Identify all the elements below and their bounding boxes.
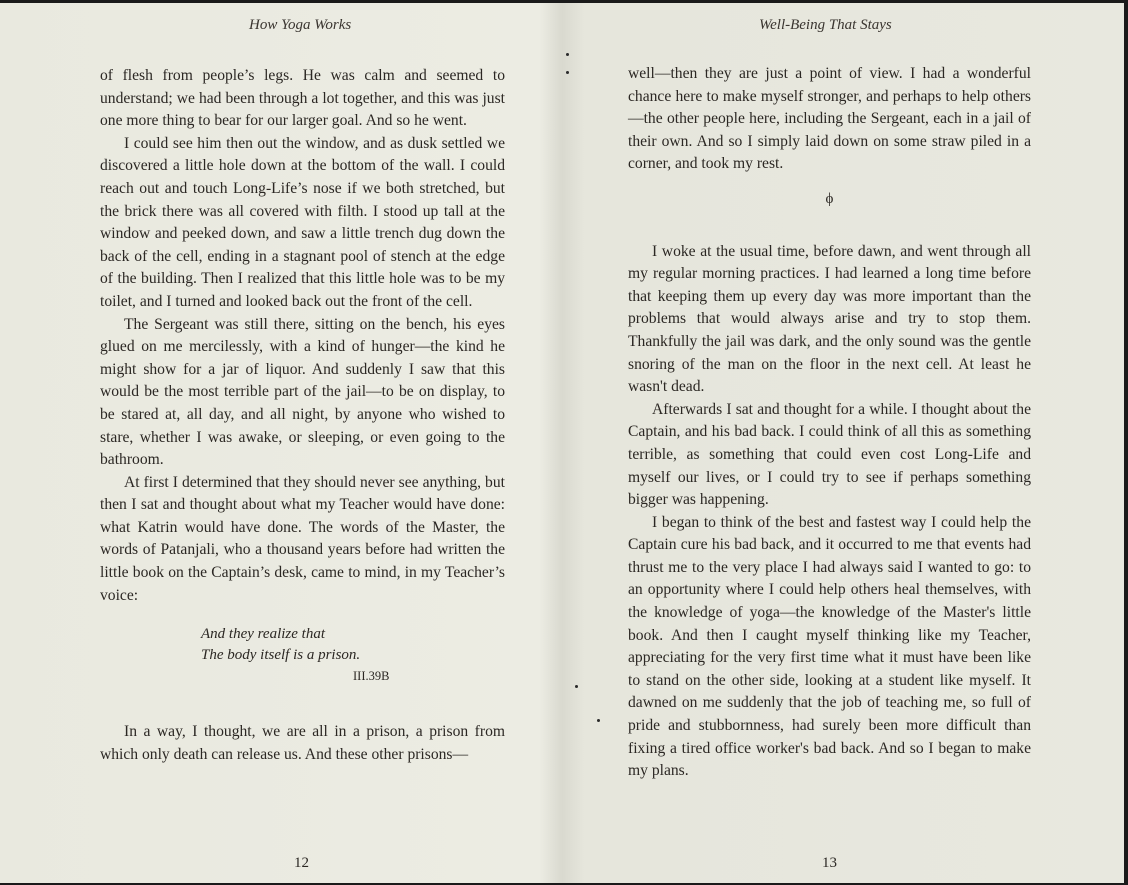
right-body-text — [628, 63, 1031, 783]
page-number-right: 13 — [822, 855, 837, 871]
epigraph-reference: III.39B — [353, 669, 390, 684]
paragraph: well—then they are just a point of view. I had a wonderful chance here to make myself stronger, and perhaps to help others—the other people here, including the Sergeant, each in a jail of their own. And so I simply laid down on some straw piled in a corner, and took my rest. — [628, 65, 1031, 173]
section-break-icon: ϕ — [825, 190, 834, 207]
paragraph: of flesh from people’s legs. He was calm and seemed to understand; we had been through a lot together, and this was just one more thing to bear for our larger goal. And so he went. — [100, 67, 505, 130]
paragraph: The Sergeant was still there, sitting on the bench, his eyes glued on me mercilessly, with a kind of hunger—the kind he might show for a jar of liquor. And suddenly I saw that this would be the most terrible part of the jail—to be on display, to be stared at, all day, and all night, by anyone who wished to stare, whether I was awake, or sleeping, or even going to the bathroom. — [100, 315, 505, 469]
paragraph: I began to think of the best and fastest way I could help the Captain cure his bad back, and it occurred to me that events had thrust me to the very place I had always said I wanted to go: to an opportunity where I could help others heal themselves, with the knowledge of yoga—the knowledge of the Master's little book. And then I caught myself thinking like my Teacher, appreciating for the very first time what it must have been like to stand on the other side, looking at a student like myself. It dawned on me suddenly that the job of teaching me, so full of pride and stubbornness, had surely been more difficult than fixing a tired office worker's bad back. And so I began to make my plans. — [628, 513, 1031, 780]
left-body-text — [100, 65, 505, 766]
running-head-right: Well-Being That Stays — [759, 17, 892, 33]
scan-speck — [566, 53, 569, 56]
paragraph: At first I determined that they should never see anything, but then I sat and thought about what my Teacher would have done: what Katrin would have done. The words of the Master, the words of Patanjali, who a thousand years before had written the little book on the Captain’s desk, came to mind, in my Teacher’s voice: — [100, 473, 505, 604]
book-spread — [0, 3, 1124, 883]
scan-speck — [597, 719, 600, 722]
scan-speck — [575, 685, 578, 688]
paragraph: Afterwards I sat and thought for a while. I thought about the Captain, and his bad back. I could think of all this as something terrible, as something that could even cost Long-Life and myself our lives, or I could try to see if perhaps something bigger was happening. — [628, 400, 1031, 509]
epigraph-line: And they realize that — [201, 626, 325, 643]
paragraph: In a way, I thought, we are all in a prison, a prison from which only death can release us. And these other prisons— — [100, 723, 505, 763]
paragraph: I woke at the usual time, before dawn, and went through all my regular morning practices. I had learned a long time before that keeping them up every day was more important than the problems that would always arise and try to stop them. Thankfully the jail was dark, and the only sound was the gentle snoring of the man on the floor in the next cell. At least he wasn't dead. — [628, 242, 1031, 396]
epigraph — [100, 623, 505, 699]
right-page — [570, 3, 1124, 883]
running-head-left: How Yoga Works — [249, 17, 352, 33]
paragraph: I could see him then out the window, and as dusk settled we discovered a little hole down at the bottom of the wall. I could reach out and touch Long-Life’s nose if we both stretched, but the brick there was all covered with filth. I stood up tall at the window and peeked down, and saw a little trench dug down the back of the cell, ending in a stagnant pool of stench at the edge of the building. Then I realized that this little hole was to be my toilet, and I turned and looked back out the front of the cell. — [100, 134, 505, 310]
page-number-left: 12 — [294, 855, 309, 871]
left-page — [0, 3, 570, 883]
scan-speck — [566, 71, 569, 74]
epigraph-line: The body itself is a prison. — [201, 647, 361, 664]
